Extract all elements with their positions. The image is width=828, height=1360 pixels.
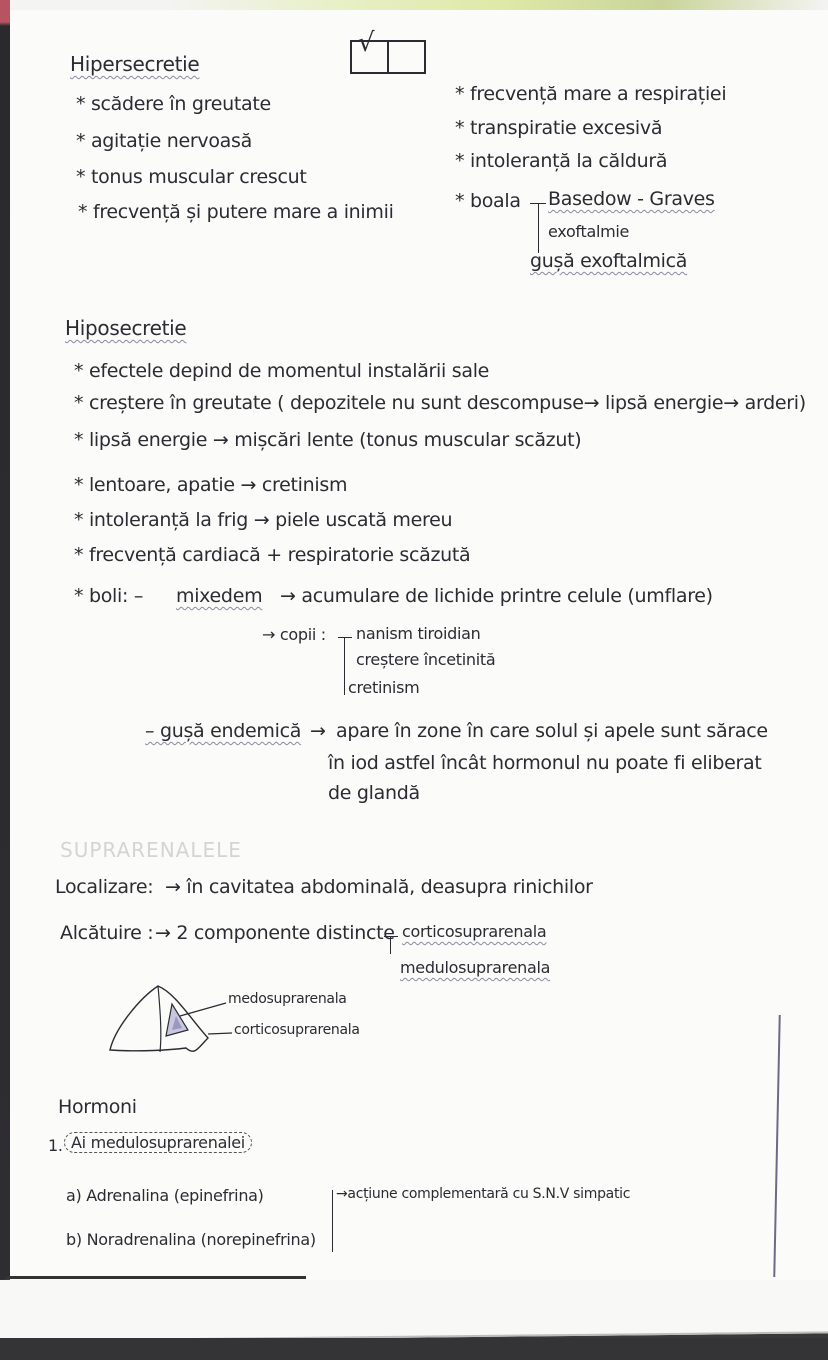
hipo-item: * lipsă energie → mișcări lente (tonus muscular scăzut) bbox=[74, 429, 582, 451]
check-mark-icon: √ bbox=[358, 28, 375, 58]
alcatuire-value: → 2 componente distincte bbox=[155, 922, 395, 944]
alcatuire-bracket-stem bbox=[390, 936, 391, 954]
alcatuire-bracket bbox=[384, 936, 398, 937]
boala-label: * boala bbox=[455, 190, 521, 212]
disease-gusa-endemica: – gușă endemică bbox=[145, 720, 302, 742]
hipo-item: * intoleranță la frig → piele uscată mereu bbox=[74, 509, 453, 531]
copii-item: cretinism bbox=[348, 678, 420, 697]
hormone-bracket bbox=[328, 1190, 333, 1252]
frame-line-bottom bbox=[6, 1276, 306, 1279]
hormoni-section-number: 1. bbox=[48, 1136, 63, 1155]
hipo-item: * lentoare, apatie → cretinism bbox=[74, 474, 348, 496]
component-cortico: corticosuprarenala bbox=[402, 922, 547, 941]
hormone-action: →acțiune complementară cu S.N.V simpatic bbox=[336, 1186, 631, 1202]
copii-bracket bbox=[338, 637, 352, 638]
hipo-item: * efectele depind de momentul instalării sale bbox=[74, 360, 490, 382]
notebook-left-edge bbox=[0, 0, 10, 1290]
hormone-item: a) Adrenalina (epinefrina) bbox=[66, 1186, 264, 1205]
background-surface bbox=[0, 1338, 828, 1360]
hormoni-section-title: Ai medulosuprarenalei bbox=[64, 1132, 252, 1153]
alcatuire-label: Alcătuire : bbox=[60, 922, 154, 944]
boli-label: * boli: – bbox=[74, 585, 144, 607]
gusa-arrow: → bbox=[310, 720, 326, 742]
disease-symptom: exoftalmie bbox=[548, 222, 630, 241]
copii-item: creștere încetinită bbox=[356, 650, 496, 669]
hipo-item: * frecvență cardiacă + respiratorie scăzută bbox=[74, 544, 471, 566]
hiper-item: * agitație nervoasă bbox=[76, 130, 252, 152]
gusa-description: în iod astfel încât hormonul nu poate fi eliberat bbox=[328, 752, 762, 774]
mixedem-description: → acumulare de lichide printre celule (umflare) bbox=[280, 585, 713, 607]
checkbox-doodle bbox=[350, 28, 426, 74]
hiper-item-right: * intoleranță la căldură bbox=[455, 150, 668, 172]
hiper-item: * tonus muscular crescut bbox=[76, 166, 307, 188]
section-title-hormoni: Hormoni bbox=[58, 1096, 137, 1118]
section-title-hipersecretie: Hipersecretie bbox=[70, 52, 200, 76]
copii-label: → copii : bbox=[262, 625, 326, 644]
gusa-description: apare în zone în care solul și apele sunt sărace bbox=[336, 720, 768, 742]
hiper-item-right: * frecvență mare a respirației bbox=[455, 83, 727, 105]
hiper-item-right: * transpiratie excesivă bbox=[455, 117, 663, 139]
hormone-item: b) Noradrenalina (norepinefrina) bbox=[66, 1230, 316, 1249]
section-title-hiposecretie: Hiposecretie bbox=[65, 316, 187, 340]
checkbox-cell-empty bbox=[387, 42, 424, 72]
disease-symptom: gușă exoftalmică bbox=[530, 250, 688, 272]
disease-name: Basedow - Graves bbox=[548, 188, 715, 210]
checkbox-cell-checked bbox=[352, 28, 387, 72]
localizare-value: → în cavitatea abdominală, deasupra rinichilor bbox=[165, 876, 593, 898]
hipo-item: * creștere în greutate ( depozitele nu sunt descompuse→ lipsă energie→ arderi) bbox=[74, 392, 806, 414]
hiper-item: * frecvență și putere mare a inimii bbox=[78, 201, 394, 223]
copii-item: nanism tiroidian bbox=[356, 624, 481, 643]
copii-bracket-stem bbox=[344, 637, 345, 695]
paper-under-sheet bbox=[0, 1271, 828, 1342]
section-title-suprarenalele: SUPRARENALELE bbox=[60, 838, 242, 862]
adrenal-gland-diagram bbox=[100, 978, 240, 1058]
localizare-label: Localizare: bbox=[55, 876, 154, 898]
boala-bracket-stem bbox=[538, 203, 539, 253]
hiper-item: * scădere în greutate bbox=[76, 93, 271, 115]
component-medulo: medulosuprarenala bbox=[400, 958, 551, 977]
diagram-label-cortex: corticosuprarenala bbox=[234, 1022, 360, 1038]
gusa-description: de glandă bbox=[328, 782, 420, 804]
diagram-label-medulla: medosuprarenala bbox=[228, 991, 347, 1007]
disease-mixedem: mixedem bbox=[176, 585, 263, 607]
